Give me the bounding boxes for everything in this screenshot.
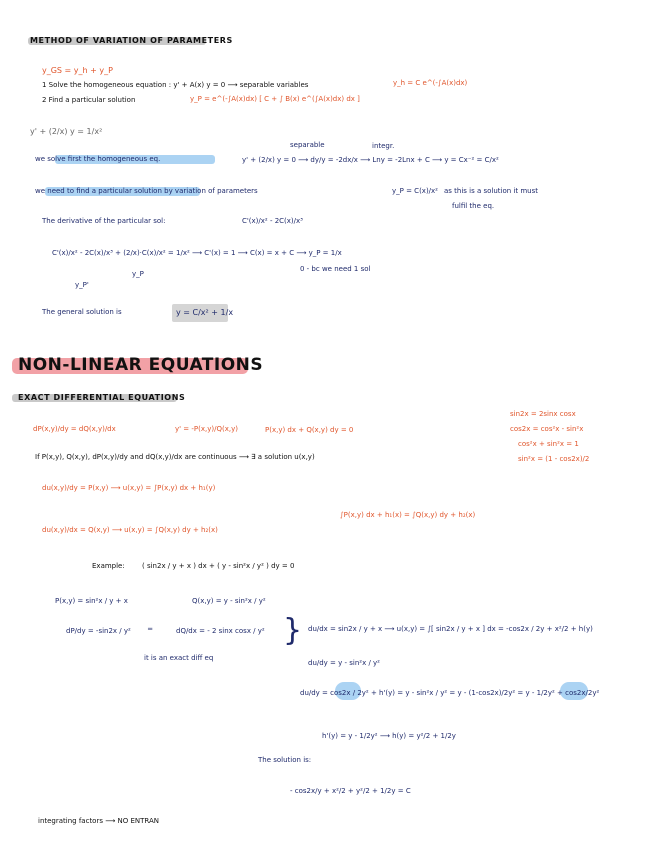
homogeneous-solution-formula: y_h = C e^(-∫A(x)dx) [393,79,468,87]
du-dx-line: du(x,y)/dx = Q(x,y) ⟶ u(x,y) = ∫Q(x,y) dy + h₂(x) [42,526,218,534]
substitution-line: C'(x)/x² - 2C(x)/x³ + (2/x)·C(x)/x² = 1/x² ⟶ C'(x) = 1 ⟶ C(x) = x + C ⟶ y_P = 1/x [52,249,342,257]
trig-identity-2: cos2x = cos²x - sin²x [510,425,584,433]
pdx-qdy-equation: P(x,y) dx + Q(x,y) dy = 0 [265,426,354,434]
trig-identity-1: sin2x = 2sinx cosx [510,410,576,418]
y-prime-formula: y' = -P(x,y)/Q(x,y) [175,425,238,433]
separable-note: separable [290,141,325,149]
homogeneous-work: y' + (2/x) y = 0 ⟶ dy/y = -2dx/x ⟶ Lny = -2Lnx + C ⟶ y = Cx⁻² = C/x² [242,156,499,164]
trig-identity-3: cos²x + sin²x = 1 [518,440,579,448]
particular-guess: y_P = C(x)/x² [392,187,438,195]
homogeneous-text: we solve first the homogeneous eq. [35,155,161,163]
exact-condition: dP(x,y)/dy = dQ(x,y)/dx [33,425,116,433]
solution-label: The solution is: [258,756,312,764]
u-step-2: du/dy = y - sin²x / y² [308,659,380,667]
general-solution-formula: y_GS = y_h + y_P [42,66,113,75]
dq-dx: dQ/dx = - 2 sinx cosx / y² [176,627,265,635]
p-definition: P(x,y) = sin²x / y + x [55,597,128,605]
u-step-4: h'(y) = y - 1/2y² ⟶ h(y) = y²/2 + 1/2y [322,732,456,740]
derivative-text: The derivative of the particular sol: [42,217,166,225]
yp-label: y_P [132,270,144,278]
footer-note: integrating factors ⟶ NO ENTRAN [38,817,159,825]
du-dy-line: du(x,y)/dy = P(x,y) ⟶ u(x,y) = ∫P(x,y) dx + h₁(y) [42,484,216,492]
section-header-exact: EXACT DIFFERENTIAL EQUATIONS [18,393,186,402]
step-1-text: 1 Solve the homogeneous equation : y' + A(x) y = 0 ⟶ separable variables [42,81,309,89]
u-step-1: du/dx = sin2x / y + x ⟶ u(x,y) = ∫[ sin2x / y + x ] dx = -cos2x / 2y + x²/2 + h(y) [308,625,593,633]
example-equation-exact: ( sin2x / y + x ) dx + ( y - sin²x / y² ) dy = 0 [142,562,295,570]
yp-prime-label: y_P' [75,281,89,289]
right-brace-icon: } [283,613,303,648]
example-label: Example: [92,562,125,570]
particular-solution-formula: y_P = e^(-∫A(x)dx) [ C + ∫ B(x) e^(∫A(x)dx) dx ] [190,95,360,103]
equals-sign-icon: ═ [148,625,153,633]
trig-identity-4: sin²x = (1 - cos2x)/2 [518,455,590,463]
u-step-3: du/dy = cos2x / 2y² + h'(y) = y - sin²x / y² = y - (1-cos2x)/2y² = y - 1/2y² + cos2x/2y² [300,689,600,697]
solution-note-2: fulfil the eq. [452,202,495,210]
solution-equation: - cos2x/y + x²/2 + y²/2 + 1/2y = C [290,787,411,795]
step-2-text: 2 Find a particular solution [42,96,136,104]
derivative-expression: C'(x)/x² - 2C(x)/x³ [242,217,303,225]
q-definition: Q(x,y) = y - sin²x / y² [192,597,266,605]
example-equation: y' + (2/x) y = 1/x² [30,127,103,136]
solution-note-1: as this is a solution it must [444,187,538,195]
dp-dy: dP/dy = -sin2x / y² [66,627,131,635]
general-solution-answer: y = C/x² + 1/x [176,308,234,317]
section-title-nonlinear: NON-LINEAR EQUATIONS [18,355,264,375]
constant-note: 0 - bc we need 1 sol [300,265,371,273]
particular-text: we need to find a particular solution by variation of parameters [35,187,258,195]
continuity-line: If P(x,y), Q(x,y), dP(x,y)/dy and dQ(x,y)/dx are continuous ⟶ ∃ a solution u(x,y) [35,453,315,461]
exact-note: it is an exact diff eq [144,654,214,662]
combined-equation: ∫P(x,y) dx + h₁(x) = ∫Q(x,y) dy + h₂(x) [340,511,476,519]
section-header-variation: METHOD OF VARIATION OF PARAMETERS [30,36,233,45]
integration-note: integr. [372,142,395,150]
general-solution-text: The general solution is [42,308,122,316]
